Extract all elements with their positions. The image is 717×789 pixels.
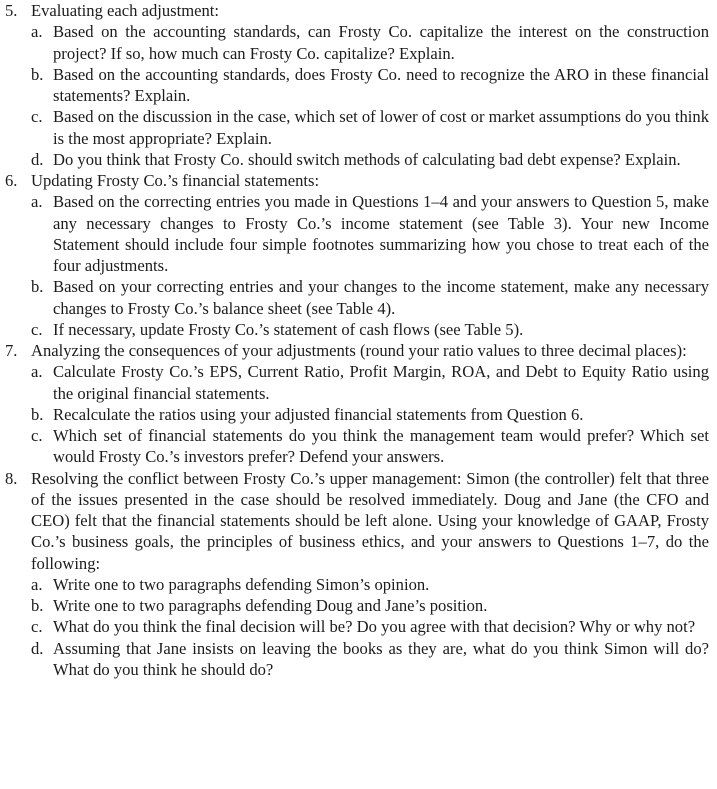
item-text: Recalculate the ratios using your adjusted financial statements from Question 6.	[53, 404, 584, 424]
question-6-item-a	[4, 191, 709, 276]
question-7-item-b	[4, 404, 709, 425]
item-label: c.	[31, 107, 43, 127]
item-label: d.	[31, 638, 44, 658]
question-6-item-b	[4, 276, 709, 319]
question-number: 5.	[5, 1, 18, 20]
question-8-item-a	[4, 574, 709, 595]
question-text: Evaluating each adjustment:	[31, 1, 220, 20]
question-7-item-a	[4, 361, 709, 404]
question-text: Analyzing the consequences of your adjustments (round your ratio values to three decimal places):	[31, 341, 687, 360]
item-text: Write one to two paragraphs defending Doug and Jane’s position.	[53, 596, 488, 615]
question-5	[4, 0, 709, 21]
question-6	[4, 170, 709, 191]
item-label: c.	[31, 426, 43, 445]
question-8-item-b	[4, 595, 709, 616]
question-5-item-b	[4, 64, 709, 107]
question-5-item-a	[4, 21, 709, 64]
question-8-item-c	[4, 616, 709, 637]
item-label: a.	[31, 192, 43, 212]
item-label: a.	[31, 22, 43, 42]
item-label: c.	[31, 617, 43, 637]
question-8	[4, 468, 709, 574]
item-text: Based on the correcting entries you made in Questions 1–4 and your answers to Question 5, make any necessary changes to Frosty Co.’s income statement (see Table 3). Your new Income Statement should include four simple footnotes summarizing how you chose to treat each of the four adjustments.	[53, 192, 709, 275]
item-text: Based on your correcting entries and your changes to the income statement, make any necessary changes to Frosty Co.’s balance sheet (see Table 4).	[53, 277, 709, 318]
question-6-item-c	[4, 319, 709, 340]
question-number: 6.	[5, 171, 18, 190]
question-7	[4, 340, 709, 361]
question-8-item-d	[4, 638, 709, 681]
question-text: Updating Frosty Co.’s financial statements:	[31, 171, 320, 190]
item-text: If necessary, update Frosty Co.’s statement of cash flows (see Table 5).	[53, 319, 524, 339]
item-text: What do you think the final decision will be? Do you agree with that decision? Why or why not?	[53, 617, 696, 637]
question-5-item-c	[4, 106, 709, 149]
item-label: d.	[31, 149, 44, 169]
item-text: Write one to two paragraphs defending Simon’s opinion.	[53, 574, 430, 594]
question-number: 8.	[5, 468, 18, 488]
item-text: Calculate Frosty Co.’s EPS, Current Ratio, Profit Margin, ROA, and Debt to Equity Ratio using the original financial statements.	[53, 362, 709, 403]
item-text: Based on the discussion in the case, which set of lower of cost or market assumptions do you think is the most appropriate? Explain.	[53, 107, 709, 148]
question-7-item-c	[4, 425, 709, 468]
item-text: Based on the accounting standards, does Frosty Co. need to recognize the ARO in these financial statements? Explain.	[53, 64, 709, 105]
item-label: a.	[31, 362, 43, 382]
item-text: Do you think that Frosty Co. should switch methods of calculating bad debt expense? Explain.	[53, 149, 681, 169]
item-label: b.	[31, 596, 44, 615]
item-label: a.	[31, 574, 43, 594]
question-5-item-d	[4, 149, 709, 170]
item-label: b.	[31, 64, 44, 84]
item-label: b.	[31, 404, 44, 424]
item-label: c.	[31, 319, 43, 339]
item-text: Which set of financial statements do you think the management team would prefer? Which set would Frosty Co.’s investors prefer? Defend your answers.	[53, 426, 709, 467]
item-text: Based on the accounting standards, can Frosty Co. capitalize the interest on the construction project? If so, how much can Frosty Co. capitalize? Explain.	[53, 22, 709, 63]
question-number: 7.	[5, 341, 18, 360]
item-text: Assuming that Jane insists on leaving the books as they are, what do you think Simon will do? What do you think he should do?	[53, 638, 709, 679]
question-text: Resolving the conflict between Frosty Co.’s upper management: Simon (the controller) felt that three of the issues presented in the case should be resolved immediately. Doug and Jane (the CFO and CEO) felt that the financial statements should be left alone. Using your knowledge of GAAP, Frosty Co.’s business goals, the principles of business ethics, and your answers to Questions 1–7, do the following:	[31, 468, 709, 573]
item-label: b.	[31, 277, 44, 297]
